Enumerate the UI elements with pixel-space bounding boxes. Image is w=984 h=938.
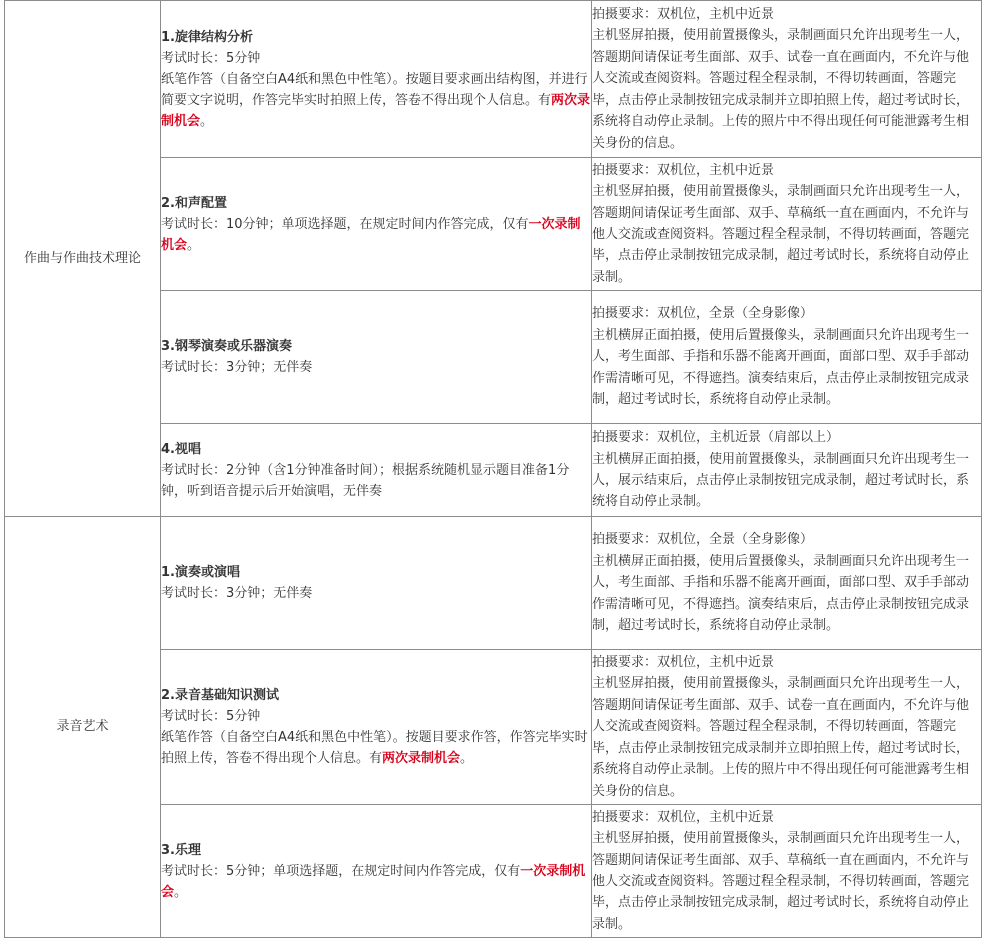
subject-note-highlight: 两次录制机会 <box>382 751 461 766</box>
requirement-cell <box>592 517 982 650</box>
requirement-heading: 拍摄要求：双机位，全景（全身影像） <box>592 532 814 548</box>
subject-note-text: 纸笔作答（自备空白A4纸和黑色中性笔）。按题目要求作答，作答完毕实时拍照上传，答卷不得出现个人信息。有 <box>161 730 588 766</box>
subject-cell <box>161 158 592 291</box>
subject-duration: 考试时长：2分钟（含1分钟准备时间）；根据系统随机显示题目准备1分钟，听到语音提示后开始演唱，无伴奏 <box>161 462 570 499</box>
requirement-cell <box>592 158 982 291</box>
requirement-cell <box>592 291 982 424</box>
requirement-cell <box>592 424 982 517</box>
table-row <box>5 517 982 650</box>
subject-duration: 考试时长：5分钟；单项选择题，在规定时间内作答完成，仅有 <box>161 863 521 879</box>
requirement-heading: 拍摄要求：双机位，主机中近景 <box>592 7 775 23</box>
subject-duration: 考试时长：5分钟 <box>161 709 261 724</box>
subject-note-end: 。 <box>460 751 474 766</box>
subject-note <box>161 861 591 903</box>
requirement-body: 主机横屏正面拍摄，使用后置摄像头，录制画面只允许出现考生一人，考生面部、手指和乐器不能离开画面，面部口型、双手手部动作需清晰可见，不得遮挡。演奏结束后，点击停止录制按钮完成录制，超过考试时长，系统将自动停止录制。 <box>592 553 970 634</box>
subject-note-highlight: 一次录制机会 <box>161 216 581 253</box>
subject-title: 3.乐理 <box>161 842 201 858</box>
requirement-body: 主机竖屏拍摄，使用前置摄像头，录制画面只允许出现考生一人，答题期间请保证考生面部、双手、试卷一直在画面内，不允许与他人交流或查阅资料。答题过程全程录制，不得切转画面，答题完毕，点击停止录制按钮完成录制并立即拍照上传，超过考试时长，系统将自动停止录制。上传的照片中不得出现任何可能泄露考生相关身份的信息。 <box>592 676 970 799</box>
table-row <box>5 1 982 158</box>
requirement-cell <box>592 650 982 805</box>
category-cell <box>5 1 161 517</box>
subject-cell <box>161 650 592 805</box>
subject-cell <box>161 805 592 938</box>
subject-title: 1.旋律结构分析 <box>161 29 253 45</box>
subject-cell <box>161 1 592 158</box>
requirement-body: 主机竖屏拍摄，使用前置摄像头，录制画面只允许出现考生一人，答题期间请保证考生面部、双手、草稿纸一直在画面内，不允许与他人交流或查阅资料。答题过程全程录制，不得切转画面，答题完毕，点击停止录制按钮完成录制，超过考试时长，系统将自动停止录制。 <box>592 184 970 285</box>
requirement-heading: 拍摄要求：双机位，主机近景（肩部以上） <box>592 430 840 446</box>
subject-duration: 考试时长：3分钟；无伴奏 <box>161 586 313 601</box>
category-label: 录音艺术 <box>56 719 109 734</box>
subject-title: 1.演奏或演唱 <box>161 565 240 580</box>
subject-note-highlight: 一次录制机会 <box>161 863 586 900</box>
subject-note-end: 。 <box>174 884 188 900</box>
subject-cell <box>161 424 592 517</box>
subject-note-highlight: 两次录制机会 <box>161 92 591 129</box>
requirement-heading: 拍摄要求：双机位，全景（全身影像） <box>592 306 814 322</box>
requirement-heading: 拍摄要求：双机位，主机中近景 <box>592 162 775 178</box>
subject-title: 3.钢琴演奏或乐器演奏 <box>161 339 292 354</box>
subject-note <box>161 214 591 256</box>
requirement-cell <box>592 805 982 938</box>
subject-title: 4.视唱 <box>161 441 201 457</box>
requirement-heading: 拍摄要求：双机位，主机中近景 <box>592 655 775 671</box>
subject-cell <box>161 291 592 424</box>
subject-title: 2.录音基础知识测试 <box>161 688 279 703</box>
subject-duration: 考试时长：10分钟；单项选择题，在规定时间内作答完成，仅有 <box>161 216 529 232</box>
subject-duration: 考试时长：3分钟；无伴奏 <box>161 360 313 375</box>
requirement-heading: 拍摄要求：双机位，主机中近景 <box>592 809 775 825</box>
subject-note-text: 纸笔作答（自备空白A4纸和黑色中性笔）。按题目要求画出结构图，并进行简要文字说明，作答完毕实时拍照上传，答卷不得出现个人信息。有 <box>161 71 588 108</box>
category-label: 作曲与作曲技术理论 <box>23 250 141 266</box>
requirement-body: 主机横屏正面拍摄，使用后置摄像头，录制画面只允许出现考生一人，考生面部、手指和乐器不能离开画面，面部口型、双手手部动作需清晰可见，不得遮挡。演奏结束后，点击停止录制按钮完成录制，超过考试时长，系统将自动停止录制。 <box>592 327 970 408</box>
subject-note-end: 。 <box>200 113 214 129</box>
subject-duration: 考试时长：5分钟 <box>161 50 261 66</box>
requirement-body: 主机竖屏拍摄，使用前置摄像头，录制画面只允许出现考生一人，答题期间请保证考生面部、双手、试卷一直在画面内，不允许与他人交流或查阅资料。答题过程全程录制，不得切转画面，答题完毕，点击停止录制按钮完成录制并立即拍照上传，超过考试时长，系统将自动停止录制。上传的照片中不得出现任何可能泄露考生相关身份的信息。 <box>592 28 970 151</box>
exam-requirements-table <box>4 0 982 938</box>
category-cell <box>5 517 161 938</box>
requirement-body: 主机竖屏拍摄，使用前置摄像头，录制画面只允许出现考生一人，答题期间请保证考生面部、双手、草稿纸一直在画面内，不允许与他人交流或查阅资料。答题过程全程录制，不得切转画面，答题完毕，点击停止录制按钮完成录制，超过考试时长，系统将自动停止录制。 <box>592 831 970 932</box>
subject-cell <box>161 517 592 650</box>
subject-note <box>161 727 591 769</box>
subject-title: 2.和声配置 <box>161 195 227 211</box>
subject-note-end: 。 <box>187 237 201 253</box>
requirement-body: 主机横屏正面拍摄，使用前置摄像头，录制画面只允许出现考生一人，展示结束后，点击停止录制按钮完成录制，超过考试时长，系统将自动停止录制。 <box>592 451 970 510</box>
requirement-cell <box>592 1 982 158</box>
subject-note <box>161 69 591 132</box>
